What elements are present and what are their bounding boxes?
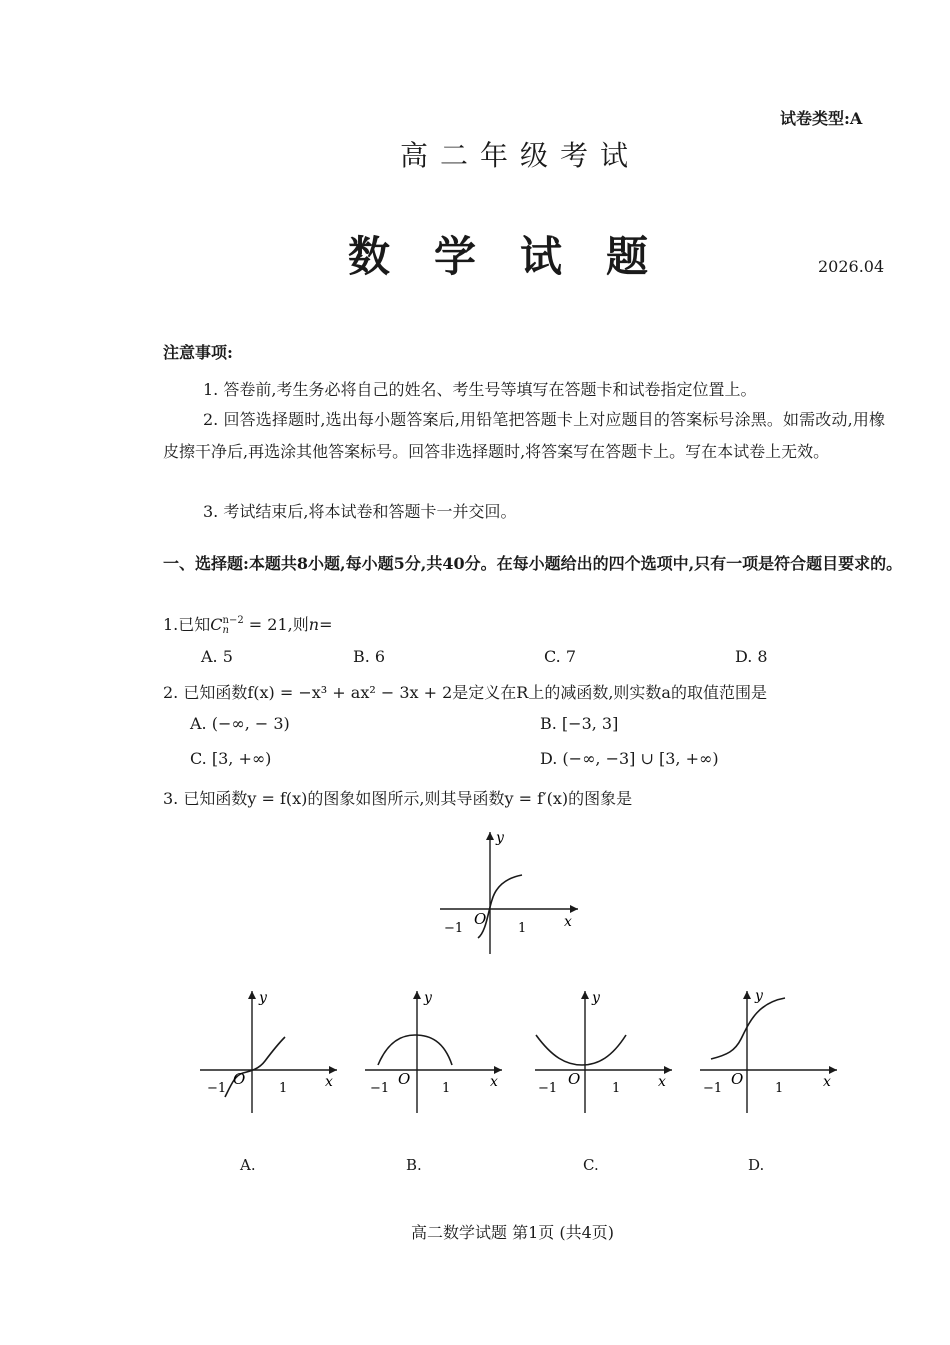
q2-option-a: A. (−∞, − 3) xyxy=(190,714,290,733)
y-axis-arrow xyxy=(486,832,494,840)
svg-text:x: x xyxy=(490,1074,498,1090)
q3-option-b-label: B. xyxy=(406,1156,422,1174)
q1-option-b: B. 6 xyxy=(353,647,386,666)
svg-text:y: y xyxy=(592,990,600,1006)
x-label: x xyxy=(564,914,572,930)
q1-suffix: = 21,则 xyxy=(243,615,309,634)
q1-sup: n−2 xyxy=(222,614,244,626)
svg-text:O: O xyxy=(568,1070,581,1088)
note-item-1: 1. 答卷前,考生务必将自己的姓名、考生号等填写在答题卡和试卷指定位置上。 xyxy=(203,380,757,399)
question-2-stem: 2. 已知函数f(x) = −x³ + ax² − 3x + 2是定义在R上的减函数,则实数a的取值范围是 xyxy=(163,683,767,702)
q3-option-c-graph xyxy=(530,985,680,1120)
tick-pos: 1 xyxy=(518,921,527,936)
svg-text:O: O xyxy=(398,1070,411,1088)
svg-text:y: y xyxy=(424,990,432,1006)
question-3-stem: 3. 已知函数y = f(x)的图象如图所示,则其导函数y = f′(x)的图象是 xyxy=(163,789,633,808)
origin-label: O xyxy=(474,910,487,928)
exam-title: 高二年级考试 xyxy=(399,139,640,172)
subject-title: 数学试题 xyxy=(347,232,692,281)
q1-option-a: A. 5 xyxy=(201,647,233,666)
q2-option-b: B. [−3, 3] xyxy=(540,714,619,733)
tick-neg: −1 xyxy=(444,921,464,936)
svg-text:−1: −1 xyxy=(370,1081,390,1096)
q3-option-b-graph xyxy=(360,985,510,1120)
svg-text:x: x xyxy=(823,1074,831,1090)
svg-text:x: x xyxy=(658,1074,666,1090)
svg-text:1: 1 xyxy=(279,1081,288,1096)
svg-text:1: 1 xyxy=(775,1081,784,1096)
q1-option-c: C. 7 xyxy=(544,647,577,666)
svg-text:x: x xyxy=(325,1074,333,1090)
x-axis-arrow xyxy=(570,905,578,913)
q3-main-graph xyxy=(430,820,590,960)
paper-type: 试卷类型:A xyxy=(780,109,863,128)
q2-option-d: D. (−∞, −3] ∪ [3, +∞) xyxy=(540,749,719,768)
q2-option-c: C. [3, +∞) xyxy=(190,749,272,768)
q3-option-d-graph xyxy=(695,985,845,1120)
question-1-stem xyxy=(163,612,332,636)
notes-heading: 注意事项: xyxy=(163,343,233,362)
svg-text:y: y xyxy=(259,990,267,1006)
page-footer: 高二数学试题 第1页 (共4页) xyxy=(410,1223,615,1242)
svg-text:y: y xyxy=(755,988,763,1004)
function-curve xyxy=(478,875,522,938)
svg-text:1: 1 xyxy=(442,1081,451,1096)
svg-text:1: 1 xyxy=(612,1081,621,1096)
q1-var: n xyxy=(308,615,320,634)
q3-option-c-label: C. xyxy=(583,1156,599,1174)
note-item-3: 3. 考试结束后,将本试卷和答题卡一并交回。 xyxy=(203,502,517,521)
q1-prefix: 1.已知 xyxy=(163,615,211,634)
q3-option-d-label: D. xyxy=(748,1156,765,1174)
svg-text:−1: −1 xyxy=(703,1081,723,1096)
q3-option-a-graph xyxy=(195,985,345,1120)
y-label: y xyxy=(496,830,504,846)
svg-text:O: O xyxy=(731,1070,744,1088)
svg-text:−1: −1 xyxy=(538,1081,558,1096)
svg-text:O: O xyxy=(233,1070,246,1088)
section-heading: 一、选择题:本题共8小题,每小题5分,共40分。在每小题给出的四个选项中,只有一项是符合题目要求的。 xyxy=(163,554,903,573)
q1-eq: = xyxy=(319,615,333,634)
exam-date: 2026.04 xyxy=(818,257,885,276)
q1-sub: n xyxy=(222,624,229,636)
q1-option-d: D. 8 xyxy=(735,647,768,666)
q3-option-a-label: A. xyxy=(240,1156,256,1174)
note-item-2: 2. 回答选择题时,选出每小题答案后,用铅笔把答题卡上对应题目的答案标号涂黑。如需改动,用橡皮擦干净后,再选涂其他答案标号。回答非选择题时,将答案写在答题卡上。写在本试卷上无效。 xyxy=(163,410,885,461)
svg-text:−1: −1 xyxy=(207,1081,227,1096)
q1-c: C xyxy=(210,615,223,634)
